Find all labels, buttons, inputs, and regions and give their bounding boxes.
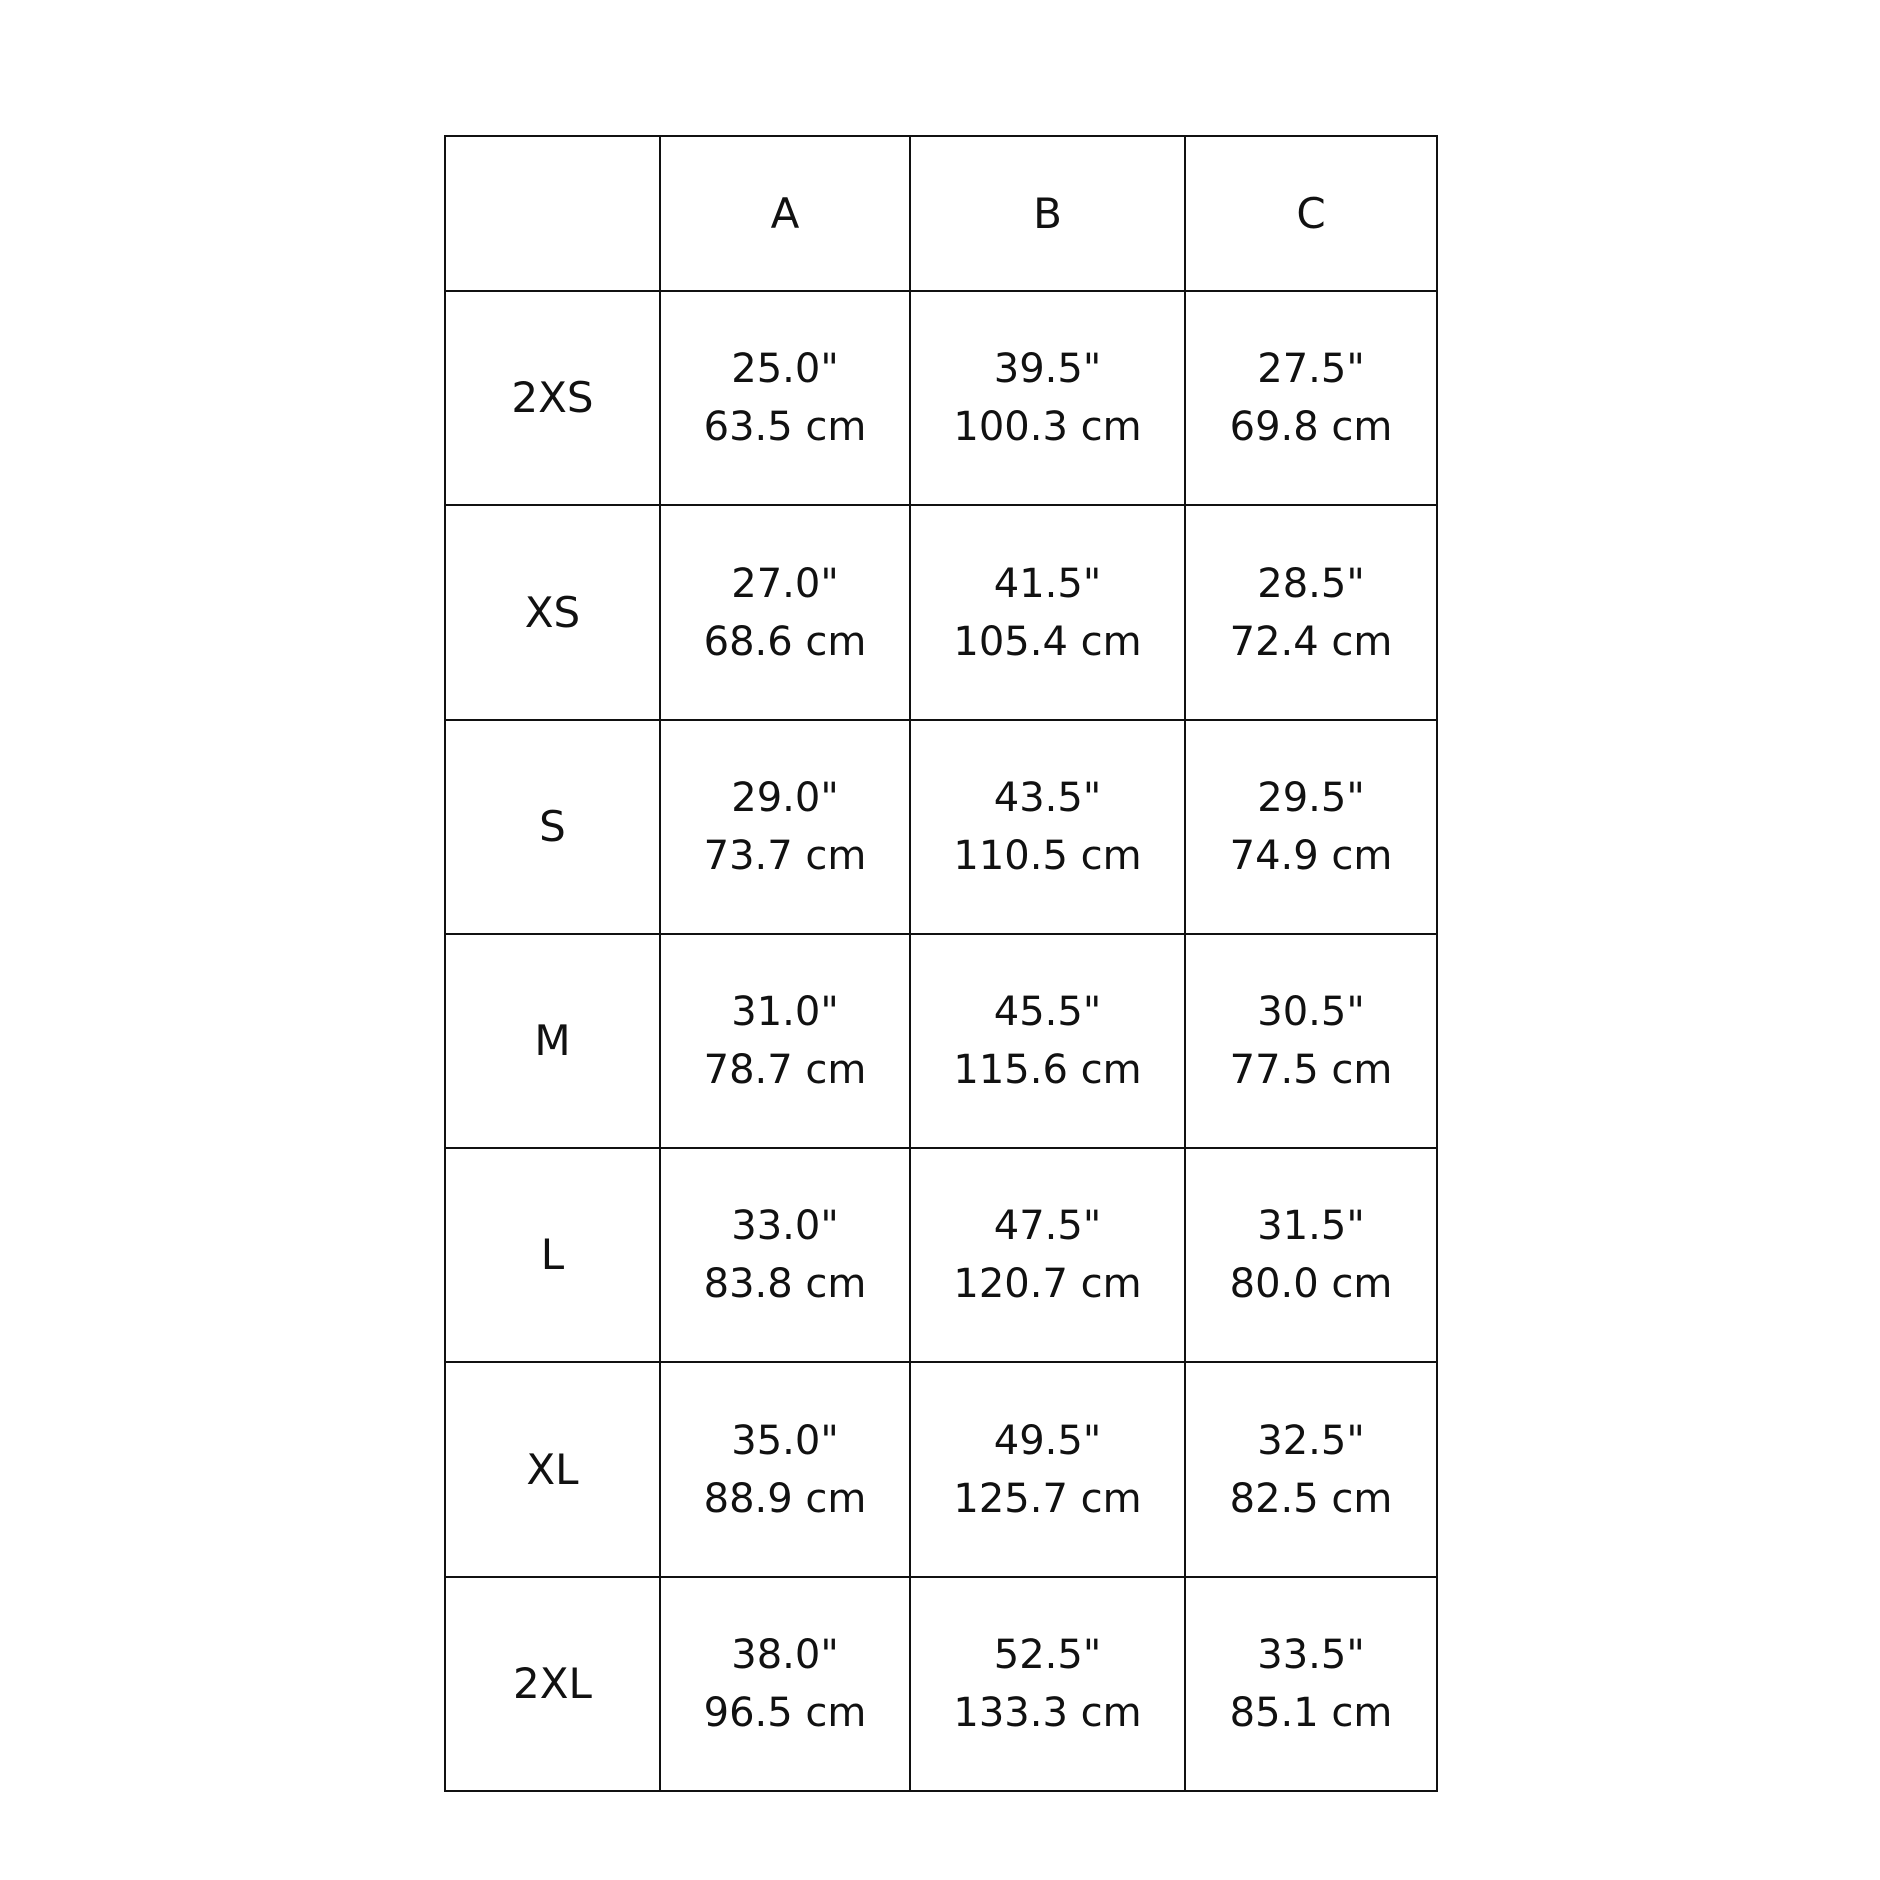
inches-value: 27.5" (1257, 346, 1365, 393)
row-label: 2XL (445, 1577, 660, 1791)
inches-value: 31.5" (1257, 1203, 1365, 1250)
cm-value: 69.8 cm (1229, 404, 1393, 451)
row-label: XS (445, 505, 660, 719)
inches-value: 33.0" (731, 1203, 839, 1250)
size-chart-table (444, 135, 1438, 1792)
row-label: M (445, 934, 660, 1148)
corner-cell (445, 136, 660, 291)
measurement-cell-c (1185, 1577, 1437, 1791)
measurement-cell-c (1185, 720, 1437, 934)
measurement-cell-c (1185, 505, 1437, 719)
cm-value: 110.5 cm (953, 832, 1142, 879)
measurement-cell-b (910, 934, 1185, 1148)
row-label: 2XS (445, 291, 660, 505)
measurement-cell-c (1185, 291, 1437, 505)
cm-value: 68.6 cm (703, 618, 867, 665)
inches-value: 28.5" (1257, 560, 1365, 607)
inches-value: 29.0" (731, 774, 839, 821)
inches-value: 29.5" (1257, 774, 1365, 821)
measurement-cell-a (660, 291, 910, 505)
cm-value: 88.9 cm (703, 1475, 867, 1522)
table-row-2xl (445, 1577, 1437, 1791)
inches-value: 52.5" (993, 1631, 1102, 1678)
inches-value: 25.0" (731, 346, 839, 393)
measurement-cell-b (910, 291, 1185, 505)
inches-value: 35.0" (731, 1417, 839, 1464)
measurement-cell-b (910, 1148, 1185, 1362)
table-row-s (445, 720, 1437, 934)
cm-value: 73.7 cm (703, 832, 867, 879)
inches-value: 27.0" (731, 560, 839, 607)
inches-value: 31.0" (731, 989, 839, 1036)
cm-value: 78.7 cm (703, 1047, 867, 1094)
inches-value: 32.5" (1257, 1417, 1365, 1464)
measurement-cell-a (660, 934, 910, 1148)
measurement-cell-c (1185, 1362, 1437, 1576)
column-header-c: C (1185, 136, 1437, 291)
measurement-cell-c (1185, 934, 1437, 1148)
column-header-b: B (910, 136, 1185, 291)
table-row-xl (445, 1362, 1437, 1576)
cm-value: 82.5 cm (1229, 1475, 1393, 1522)
measurement-cell-b (910, 720, 1185, 934)
inches-value: 47.5" (993, 1203, 1102, 1250)
inches-value: 33.5" (1257, 1631, 1365, 1678)
inches-value: 45.5" (993, 989, 1102, 1036)
table-row-xs (445, 505, 1437, 719)
measurement-cell-b (910, 1577, 1185, 1791)
table-row-m (445, 934, 1437, 1148)
cm-value: 83.8 cm (703, 1261, 867, 1308)
table-row-l (445, 1148, 1437, 1362)
cm-value: 77.5 cm (1229, 1047, 1393, 1094)
cm-value: 80.0 cm (1229, 1261, 1393, 1308)
column-header-a: A (660, 136, 910, 291)
inches-value: 39.5" (993, 346, 1102, 393)
inches-value: 41.5" (993, 560, 1102, 607)
size-chart-body (445, 136, 1437, 1791)
inches-value: 38.0" (731, 1631, 839, 1678)
measurement-cell-a (660, 505, 910, 719)
header-row (445, 136, 1437, 291)
cm-value: 115.6 cm (953, 1047, 1142, 1094)
measurement-cell-a (660, 1577, 910, 1791)
cm-value: 85.1 cm (1229, 1689, 1393, 1736)
cm-value: 125.7 cm (953, 1475, 1142, 1522)
cm-value: 105.4 cm (953, 618, 1142, 665)
row-label: L (445, 1148, 660, 1362)
measurement-cell-b (910, 505, 1185, 719)
measurement-cell-a (660, 1362, 910, 1576)
table-row-2xs (445, 291, 1437, 505)
inches-value: 49.5" (993, 1417, 1102, 1464)
measurement-cell-c (1185, 1148, 1437, 1362)
cm-value: 133.3 cm (953, 1689, 1142, 1736)
measurement-cell-b (910, 1362, 1185, 1576)
row-label: S (445, 720, 660, 934)
cm-value: 63.5 cm (703, 404, 867, 451)
cm-value: 96.5 cm (703, 1689, 867, 1736)
cm-value: 120.7 cm (953, 1261, 1142, 1308)
cm-value: 74.9 cm (1229, 832, 1393, 879)
row-label: XL (445, 1362, 660, 1576)
inches-value: 43.5" (993, 774, 1102, 821)
cm-value: 72.4 cm (1229, 618, 1393, 665)
measurement-cell-a (660, 720, 910, 934)
measurement-cell-a (660, 1148, 910, 1362)
inches-value: 30.5" (1257, 989, 1365, 1036)
cm-value: 100.3 cm (953, 404, 1142, 451)
